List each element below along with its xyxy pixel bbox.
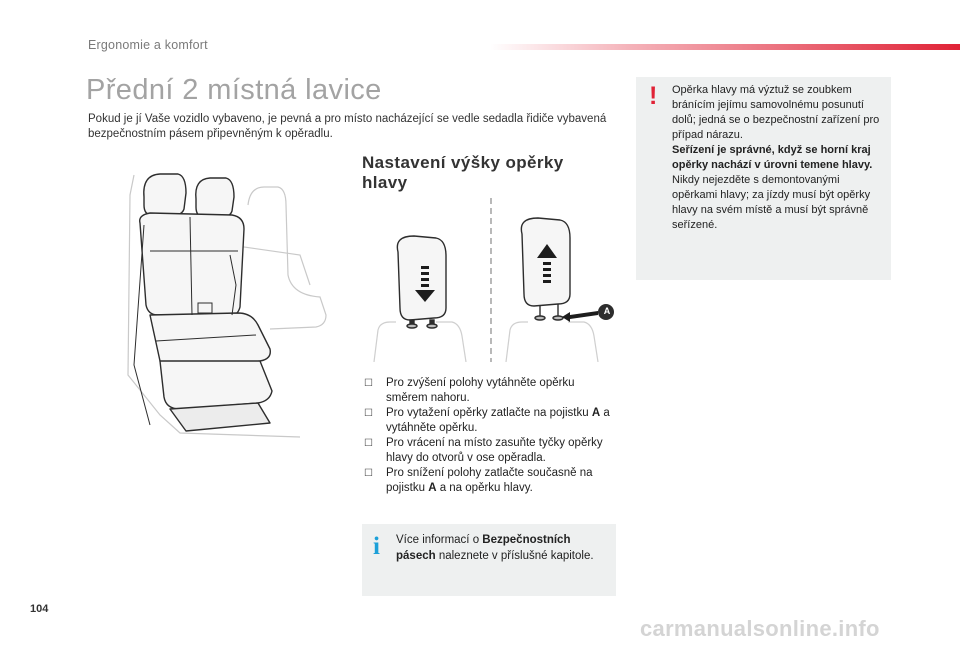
warning-box: [636, 77, 891, 280]
info-icon: i: [373, 533, 380, 560]
info-box: [362, 524, 616, 596]
list-item: ☐ Pro vytažení opěrky zatlačte na pojistku A a vytáhněte opěrku.: [364, 407, 610, 434]
headrest-adjustment-diagram: [370, 196, 615, 362]
list-item: ☐ Pro zvýšení polohy vytáhněte opěrku směrem nahoru.: [364, 377, 575, 404]
header-accent-bar: [490, 44, 960, 50]
bullet-icon: ☐: [364, 378, 373, 389]
instruction-list: [362, 376, 612, 496]
lock-a-label: A: [603, 306, 611, 316]
section-heading: Nastavení výšky opěrky hlavy: [362, 153, 564, 192]
watermark: carmanualsonline.info: [640, 616, 880, 641]
bullet-icon: ☐: [364, 408, 373, 419]
page-title: Přední 2 místná lavice: [86, 74, 382, 106]
bullet-icon: ☐: [364, 468, 373, 479]
intro-paragraph: Pokud je jí Vaše vozidlo vybaveno, je pevná a pro místo nacházející se vedle sedadla řidiče vybavená bezpečnostním pásem připevněným k opěradlu.: [88, 113, 607, 140]
bullet-icon: ☐: [364, 438, 373, 449]
list-item: ☐ Pro snížení polohy zatlačte současně na pojistku A a na opěrku hlavy.: [364, 467, 593, 494]
warning-icon: !: [649, 82, 658, 110]
bench-seat-illustration: [120, 165, 342, 440]
list-item: ☐ Pro vrácení na místo zasuňte tyčky opěrky hlavy do otvorů v ose opěradla.: [364, 437, 603, 464]
warning-text: Opěrka hlavy má výztuž se zoubkem bránícím jejímu samovolnému posunutí dolů; jedná se o bezpečnostní zařízení pro případ nárazu. Seřízení je správné, když se horní kraj opěrky nachází v úrovni temene hlavy. Nikdy nejezděte s demontovanými opěrkami hlavy; za jízdy musí být opěrky hlavy na svém místě a musí být správně seřízené.: [672, 84, 880, 231]
chapter-title: Ergonomie a komfort: [88, 38, 208, 52]
page-number: 104: [30, 603, 49, 615]
info-text: Více informací o Bezpečnostních pásech naleznete v příslušné kapitole.: [396, 534, 594, 562]
